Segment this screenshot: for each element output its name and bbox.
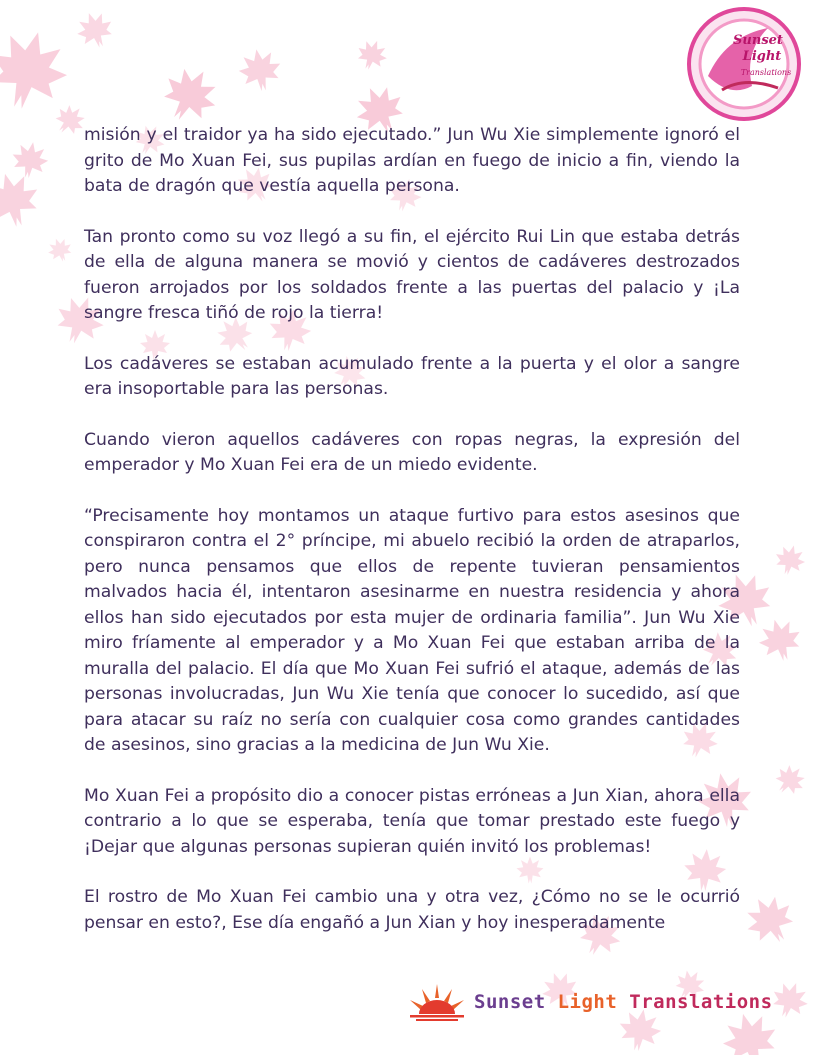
sunset-light-logo <box>686 6 802 122</box>
maple-leaf-3 <box>153 58 227 132</box>
logo-line-1: Sunset <box>733 33 783 48</box>
paragraph-5: “Precisamente hoy montamos un ataque furtivo para estos asesinos que conspiraron contra el 2° príncipe, mi abuelo recibió la orden de atraparlos, pero nunca pensamos que ellos de repente tuvieran pensamientos malvados hacia él, intentaron asesinarme en nuestra residencia y ahora ellos han sido ejecutados por esta mujer de ordinaria familia”. Jun Wu Xie miro fríamente al emperador y a Mo Xuan Fei que estaban arriba de la muralla del palacio. El día que Mo Xuan Fei sufrió el ataque, además de las personas involucradas, Jun Wu Xie tenía que conocer lo sucedido, así que para atacar su raíz no sería con cualquier cosa como grandes cantidades de asesinos, sino gracias a la medicina de Jun Wu Xie. <box>84 505 740 755</box>
paragraph-7: El rostro de Mo Xuan Fei cambio una y otra vez, ¿Cómo no se le ocurrió pensar en esto?, Ese día engañó a Jun Xian y hoy inesperadamente <box>84 887 740 933</box>
sunset-sun-icon <box>406 982 468 1022</box>
maple-leaf-8 <box>0 167 45 233</box>
footer-word-3: Translations <box>629 991 773 1013</box>
logo-line-3: Translations <box>740 68 792 77</box>
maple-leaf-9 <box>9 139 51 181</box>
logo-line-2: Light <box>742 49 782 64</box>
paragraph-2: Tan pronto como su voz llegó a su fin, el ejército Rui Lin que estaba detrás de ella de alguna manera se movió y cientos de cadáveres destrozados fueron arrojados por los soldados frente a las puertas del palacio y ¡La sangre fresca tiñó de rojo la tierra! <box>84 226 740 323</box>
paragraph-4: Cuando vieron aquellos cadáveres con ropas negras, la expresión del emperador y Mo Xuan Fei era de un miedo evidente. <box>84 429 740 475</box>
maple-leaf-4 <box>236 46 285 95</box>
maple-leaf-20 <box>772 542 809 579</box>
maple-leaf-5 <box>353 36 391 74</box>
paragraph-1: misión y el traidor ya ha sido ejecutado.” Jun Wu Xie simplemente ignoró el grito de Mo Xuan Fei, sus pupilas ardían en fuego de inicio a fin, viendo la bata de dragón que vestía aquella persona. <box>84 125 740 196</box>
footer-text <box>474 991 773 1013</box>
maple-leaf-1 <box>0 22 76 118</box>
paragraph-3: Los cadáveres se estaban acumulado frente a la puerta y el olor a sangre era insoportable para las personas. <box>84 353 740 399</box>
footer-word-1: Sunset <box>474 991 546 1013</box>
maple-leaf-14 <box>45 235 76 266</box>
maple-leaf-2 <box>72 7 118 53</box>
paragraph-6: Mo Xuan Fei a propósito dio a conocer pistas erróneas a Jun Xian, ahora ella contrario a lo que se esperaba, tenía que tomar prestado este fuego y ¡Dejar que algunas personas supieran quién invitó los problemas! <box>84 785 740 857</box>
footer-brand <box>406 980 786 1024</box>
maple-leaf-25 <box>769 759 811 801</box>
footer-word-2: Light <box>557 991 618 1013</box>
chapter-text <box>84 123 740 961</box>
maple-leaf-22 <box>754 614 805 665</box>
maple-leaf-27 <box>737 887 803 953</box>
